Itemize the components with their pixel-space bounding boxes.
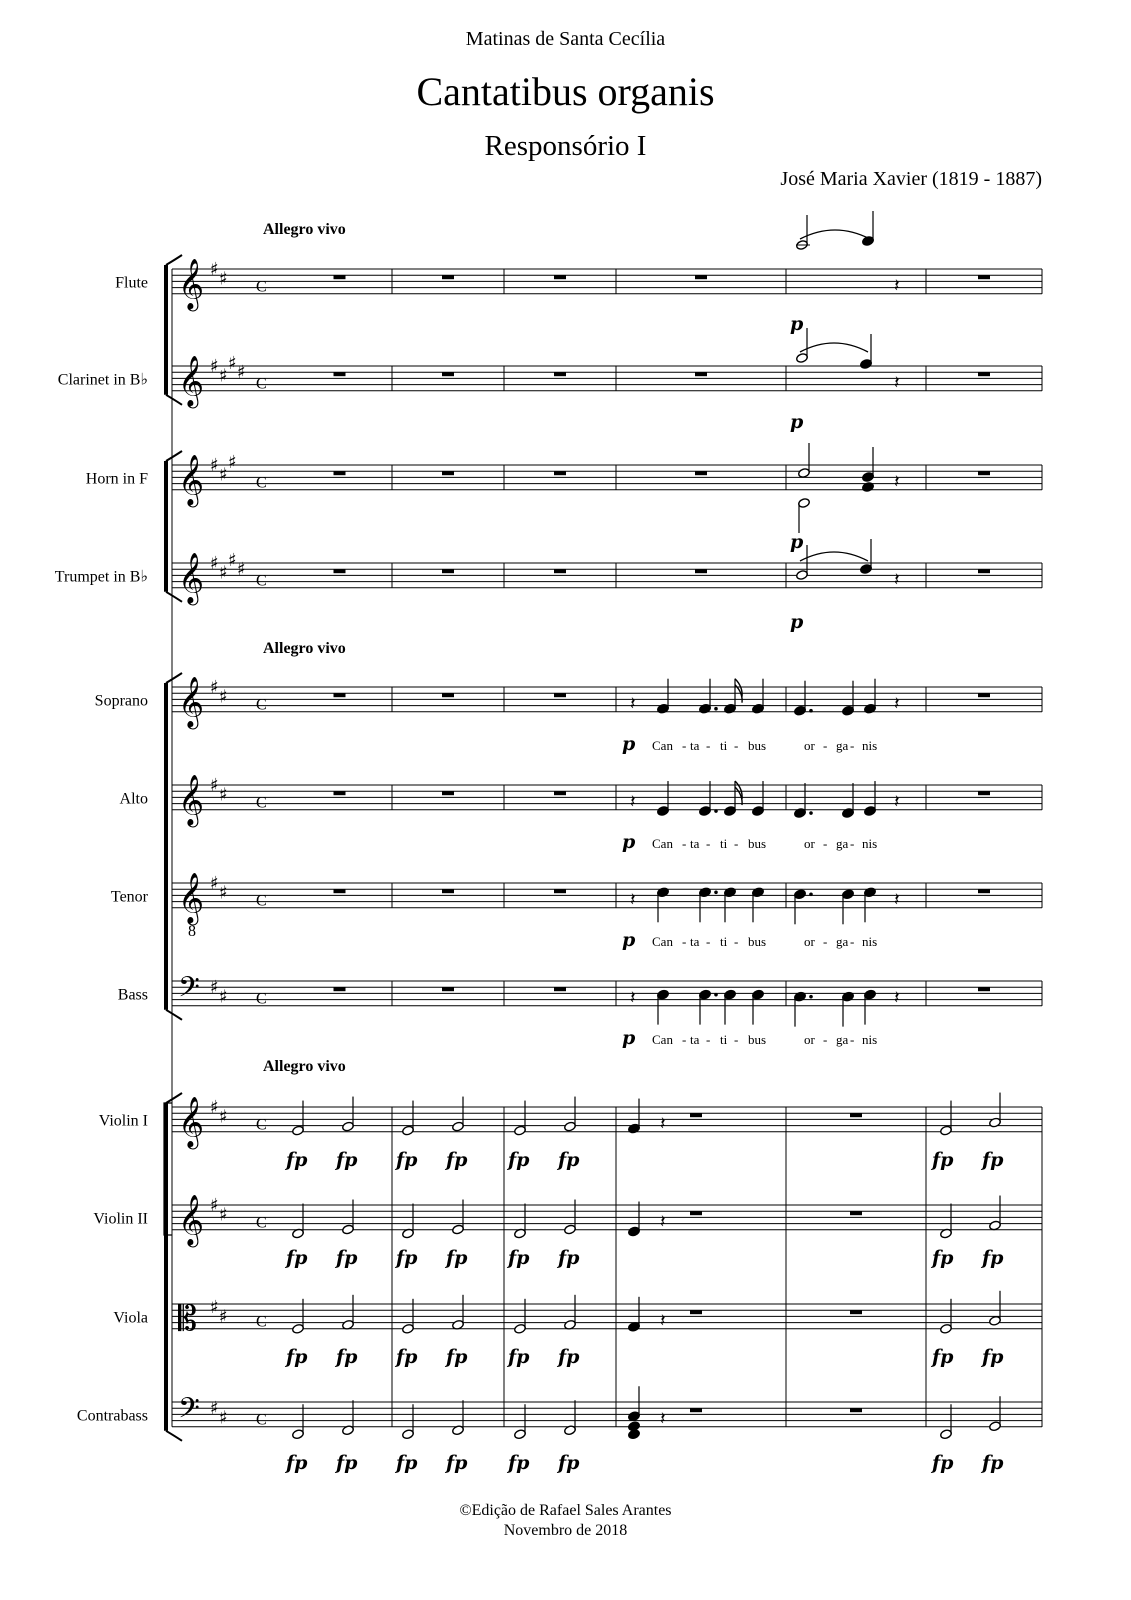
composer-credit: José Maria Xavier (1819 - 1887) [780, 168, 1042, 190]
lyric-syllable: - [682, 737, 687, 753]
note [699, 781, 718, 816]
instrument-name: Horn in F [85, 470, 148, 488]
time-signature: C [256, 990, 267, 1008]
time-signature: C [256, 278, 267, 296]
quarter-rest: 𝄽 [630, 791, 636, 813]
time-signature: C [256, 1116, 267, 1134]
note [452, 1295, 465, 1330]
quarter-rest: 𝄽 [660, 1211, 666, 1233]
dynamic-forte_piano: fp [932, 1246, 954, 1269]
sharp-icon: ♯ [219, 562, 228, 584]
octave-mark: 8 [188, 922, 196, 940]
whole-rest [334, 987, 346, 991]
sharp-icon: ♯ [210, 775, 219, 796]
staff-flute [115, 259, 1042, 312]
lyric-syllable: ti [720, 933, 728, 949]
lyric-syllable: - [706, 1031, 711, 1047]
sharp-icon: ♯ [228, 451, 237, 473]
dynamic-piano: p [622, 928, 636, 951]
instrument-name: Tenor [110, 888, 148, 906]
note [724, 781, 742, 816]
note [628, 1297, 641, 1332]
sharp-icon: ♯ [210, 1398, 219, 1420]
lyric-syllable: or [804, 737, 815, 753]
lyric-syllable: ta [690, 933, 700, 949]
dynamic-forte_piano: fp [558, 1246, 580, 1269]
time-signature: C [256, 1313, 267, 1331]
instrument-name: Flute [115, 274, 148, 292]
whole-rest [334, 372, 346, 376]
whole-rest [978, 569, 990, 573]
lyric-syllable: ga [836, 1031, 849, 1047]
dynamic-forte_piano: fp [508, 1345, 530, 1368]
sharp-icon: ♯ [219, 464, 228, 486]
staff-viola [113, 1297, 1042, 1339]
note [402, 1204, 415, 1239]
treble-clef-icon: 𝄞 [178, 355, 205, 407]
dynamic-forte_piano: fp [508, 1246, 530, 1269]
note [989, 1291, 1002, 1326]
sharp-icon: ♯ [228, 352, 237, 374]
tempo-mark: Allegro vivo [263, 1058, 346, 1075]
lyric-syllable: - [682, 933, 687, 949]
bass-clef-icon: 𝄢 [178, 971, 200, 1012]
whole-rest [554, 791, 566, 795]
time-signature: C [256, 892, 267, 910]
whole-rest [850, 1408, 862, 1412]
note [752, 679, 765, 714]
whole-rest [442, 791, 454, 795]
lyric-syllable: nis [862, 1031, 878, 1047]
lyric-syllable: - [823, 737, 828, 753]
lyric-syllable: ta [690, 1031, 700, 1047]
dynamic-forte_piano: fp [558, 1451, 580, 1474]
lyric-syllable: ta [690, 835, 700, 851]
note [342, 1097, 355, 1132]
note [752, 989, 765, 1024]
note [842, 783, 855, 818]
dynamic-forte_piano: fp [932, 1451, 954, 1474]
sharp-icon: ♯ [219, 986, 228, 1008]
note [862, 211, 875, 246]
treble-clef-icon: 𝄞 [178, 1194, 205, 1246]
slur [800, 230, 870, 239]
lyric-syllable: ga [836, 737, 849, 753]
instrument-name: Contrabass [76, 1407, 148, 1425]
note [794, 991, 813, 1026]
note [699, 887, 718, 922]
treble-clef-icon: 𝄞 [178, 676, 205, 728]
note [989, 1093, 1002, 1128]
whole-rest [442, 987, 454, 991]
whole-rest [978, 471, 990, 475]
staff-bass [118, 971, 1042, 1011]
note [402, 1101, 415, 1136]
lyric-syllable: - [734, 737, 739, 753]
dynamic-forte_piano: fp [558, 1345, 580, 1368]
sharp-icon: ♯ [210, 1195, 219, 1216]
half-rest [690, 1310, 702, 1314]
dynamic-forte_piano: fp [446, 1451, 468, 1474]
whole-rest [554, 987, 566, 991]
lyric-syllable: nis [862, 835, 878, 851]
whole-rest [554, 889, 566, 893]
note [940, 1404, 953, 1439]
note [864, 887, 877, 922]
note [292, 1204, 305, 1239]
lyric-syllable: Can [652, 1031, 673, 1047]
dynamic-forte_piano: fp [286, 1246, 308, 1269]
whole-rest [978, 987, 990, 991]
quarter-rest: 𝄽 [660, 1408, 666, 1430]
instrument-name: Viola [113, 1309, 148, 1327]
lyric-syllable: - [706, 737, 711, 753]
whole-rest [442, 471, 454, 475]
dynamic-forte_piano: fp [286, 1451, 308, 1474]
note [724, 989, 737, 1024]
whole-rest [554, 275, 566, 279]
sharp-icon: ♯ [210, 1297, 219, 1319]
note [699, 989, 718, 1024]
lyric-syllable: - [734, 835, 739, 851]
dynamic-forte_piano: fp [396, 1246, 418, 1269]
dynamic-forte_piano: fp [982, 1148, 1004, 1171]
dynamic-forte_piano: fp [336, 1451, 358, 1474]
treble-clef-icon: 𝄞 [178, 552, 205, 604]
sharp-icon: ♯ [210, 553, 219, 574]
note [724, 679, 742, 714]
note [864, 989, 877, 1024]
treble-8-clef-icon: 𝄞 [178, 872, 205, 924]
lyric-syllable: ti [720, 835, 728, 851]
treble-clef-icon: 𝄞 [178, 1096, 205, 1148]
whole-rest [334, 471, 346, 475]
note [860, 334, 873, 369]
staff-tenor [111, 873, 1042, 940]
quarter-rest: 𝄽 [894, 693, 900, 715]
score-subtitle: Responsório I [484, 130, 647, 162]
whole-rest [978, 889, 990, 893]
lyric-syllable: - [706, 835, 711, 851]
note [752, 781, 765, 816]
whole-rest [442, 889, 454, 893]
slur [800, 552, 868, 561]
sharp-icon: ♯ [219, 365, 228, 387]
whole-rest [442, 693, 454, 697]
treble-clef-icon: 𝄞 [178, 258, 205, 310]
note [628, 1099, 641, 1134]
lyric-syllable: bus [748, 835, 767, 851]
note [628, 1429, 641, 1440]
quarter-rest: 𝄽 [660, 1310, 666, 1332]
dynamic-forte_piano: fp [446, 1345, 468, 1368]
sharp-icon: ♯ [210, 677, 219, 698]
lyric-syllable: Can [652, 737, 673, 753]
time-signature: C [256, 696, 267, 714]
note [628, 1202, 641, 1237]
dynamic-piano: p [622, 732, 636, 755]
note [342, 1400, 355, 1435]
note [752, 887, 765, 922]
sharp-icon: ♯ [219, 1407, 228, 1429]
dynamic-forte_piano: fp [982, 1345, 1004, 1368]
sharp-icon: ♯ [210, 356, 219, 377]
note [402, 1404, 415, 1439]
note [628, 1386, 641, 1421]
note [940, 1101, 953, 1136]
half-rest [690, 1211, 702, 1215]
instrument-name: Soprano [94, 692, 148, 710]
note [794, 889, 813, 924]
whole-rest [850, 1310, 862, 1314]
whole-rest [334, 791, 346, 795]
whole-rest [978, 372, 990, 376]
instrument-name: Alto [119, 790, 148, 808]
whole-rest [442, 372, 454, 376]
dynamic-forte_piano: fp [932, 1148, 954, 1171]
lyric-syllable: bus [748, 1031, 767, 1047]
whole-rest [978, 693, 990, 697]
lyric-syllable: bus [748, 933, 767, 949]
lyric-syllable: - [734, 933, 739, 949]
time-signature: C [256, 375, 267, 393]
half-rest [690, 1113, 702, 1117]
sharp-icon: ♯ [219, 1306, 228, 1328]
note [564, 1400, 577, 1435]
note [657, 679, 670, 714]
quarter-rest: 𝄽 [630, 889, 636, 911]
lyric-syllable: ga [836, 933, 849, 949]
note [842, 889, 855, 924]
lyric-syllable: - [850, 1031, 855, 1047]
lyric-syllable: - [823, 933, 828, 949]
treble-clef-icon: 𝄞 [178, 454, 205, 506]
tempo-mark: Allegro vivo [263, 640, 346, 657]
sharp-icon: ♯ [228, 549, 237, 571]
lyric-syllable: - [823, 1031, 828, 1047]
quarter-rest: 𝄽 [630, 987, 636, 1009]
bass-clef-icon: 𝄢 [178, 1392, 200, 1433]
instrument-name: Violin II [93, 1210, 148, 1228]
dynamic-forte_piano: fp [932, 1345, 954, 1368]
whole-rest [850, 1113, 862, 1117]
dynamic-forte_piano: fp [446, 1246, 468, 1269]
treble-clef-icon: 𝄞 [178, 774, 205, 826]
note [842, 991, 855, 1026]
note [292, 1101, 305, 1136]
lyric-syllable: - [850, 835, 855, 851]
sharp-icon: ♯ [237, 362, 246, 384]
lyric-syllable: or [804, 1031, 815, 1047]
time-signature: C [256, 794, 267, 812]
sharp-icon: ♯ [210, 259, 219, 280]
time-signature: C [256, 1411, 267, 1429]
slur [800, 343, 868, 352]
whole-rest [850, 1211, 862, 1215]
alto-clef-icon: 𝄡 [178, 1298, 197, 1339]
whole-rest [442, 275, 454, 279]
note [514, 1404, 527, 1439]
note [864, 781, 877, 816]
whole-rest [695, 275, 707, 279]
dynamic-forte_piano: fp [396, 1148, 418, 1171]
sharp-icon: ♯ [210, 977, 219, 999]
whole-rest [334, 889, 346, 893]
note [564, 1097, 577, 1132]
quarter-rest: 𝄽 [894, 569, 900, 591]
sharp-icon: ♯ [219, 1204, 228, 1226]
lyric-syllable: Can [652, 835, 673, 851]
note [794, 681, 813, 716]
time-signature: C [256, 572, 267, 590]
footer-copyright: ©Edição de Rafael Sales Arantes [459, 1502, 672, 1519]
staff-alto [120, 775, 1042, 828]
dynamic-forte_piano: fp [336, 1246, 358, 1269]
note [514, 1101, 527, 1136]
lyric-syllable: ti [720, 737, 728, 753]
dynamic-piano: p [622, 1026, 636, 1049]
lyric-syllable: - [682, 1031, 687, 1047]
sharp-icon: ♯ [210, 1097, 219, 1118]
lyric-syllable: - [734, 1031, 739, 1047]
note [860, 539, 873, 574]
note [292, 1404, 305, 1439]
whole-rest [442, 569, 454, 573]
instrument-name: Trumpet in B♭ [54, 568, 148, 586]
dynamic-forte_piano: fp [982, 1451, 1004, 1474]
lyric-syllable: ti [720, 1031, 728, 1047]
note [940, 1204, 953, 1239]
lyric-syllable: - [850, 737, 855, 753]
staff-soprano [95, 677, 1042, 730]
whole-rest [554, 471, 566, 475]
dynamic-forte_piano: fp [336, 1345, 358, 1368]
staff-contrabass [77, 1392, 1042, 1432]
note [989, 1196, 1002, 1231]
instrument-name: Violin I [98, 1112, 148, 1130]
note [657, 781, 670, 816]
sharp-icon: ♯ [219, 268, 228, 290]
lyric-syllable: bus [748, 737, 767, 753]
note [794, 783, 813, 818]
whole-rest [554, 569, 566, 573]
note [452, 1400, 465, 1435]
whole-rest [695, 471, 707, 475]
staff-violin-ii [93, 1195, 1042, 1248]
note [564, 1295, 577, 1330]
whole-rest [554, 372, 566, 376]
lyric-syllable: - [823, 835, 828, 851]
lyric-syllable: nis [862, 737, 878, 753]
quarter-rest: 𝄽 [894, 275, 900, 297]
dynamic-forte_piano: fp [508, 1451, 530, 1474]
note [842, 681, 855, 716]
tempo-mark: Allegro vivo [263, 221, 346, 238]
quarter-rest: 𝄽 [894, 889, 900, 911]
lyric-syllable: ta [690, 737, 700, 753]
whole-rest [978, 791, 990, 795]
score-title: Cantatibus organis [416, 69, 715, 114]
lyric-syllable: or [804, 933, 815, 949]
note [699, 679, 718, 714]
whole-rest [334, 275, 346, 279]
quarter-rest: 𝄽 [894, 372, 900, 394]
lyric-syllable: - [850, 933, 855, 949]
note [864, 679, 877, 714]
dynamic-forte_piano: fp [286, 1345, 308, 1368]
lyric-syllable: Can [652, 933, 673, 949]
dynamic-piano: p [790, 313, 804, 335]
note [514, 1204, 527, 1239]
half-rest [690, 1408, 702, 1412]
note [798, 443, 811, 478]
pre-title: Matinas de Santa Cecília [465, 28, 666, 50]
quarter-rest: 𝄽 [660, 1113, 666, 1135]
lyric-syllable: or [804, 835, 815, 851]
time-signature: C [256, 1214, 267, 1232]
dynamic-forte_piano: fp [286, 1148, 308, 1171]
dynamic-forte_piano: fp [396, 1451, 418, 1474]
sharp-icon: ♯ [219, 784, 228, 806]
sharp-icon: ♯ [237, 559, 246, 581]
quarter-rest: 𝄽 [894, 471, 900, 493]
lyric-syllable: ga [836, 835, 849, 851]
whole-rest [695, 569, 707, 573]
sharp-icon: ♯ [210, 455, 219, 476]
sharp-icon: ♯ [219, 686, 228, 708]
footer-date: Novembro de 2018 [503, 1522, 628, 1539]
sharp-icon: ♯ [219, 1106, 228, 1128]
dynamic-forte_piano: fp [446, 1148, 468, 1171]
dynamic-forte_piano: fp [982, 1246, 1004, 1269]
note [724, 887, 737, 922]
whole-rest [695, 372, 707, 376]
lyric-syllable: - [682, 835, 687, 851]
dynamic-piano: p [790, 531, 804, 553]
dynamic-forte_piano: fp [508, 1148, 530, 1171]
instrument-name: Bass [117, 986, 148, 1004]
note [452, 1097, 465, 1132]
note [798, 498, 811, 533]
quarter-rest: 𝄽 [894, 791, 900, 813]
dynamic-forte_piano: fp [336, 1148, 358, 1171]
lyric-syllable: nis [862, 933, 878, 949]
whole-rest [334, 569, 346, 573]
dynamic-piano: p [790, 611, 804, 633]
quarter-rest: 𝄽 [630, 693, 636, 715]
quarter-rest: 𝄽 [894, 987, 900, 1009]
dynamic-piano: p [622, 830, 636, 853]
sharp-icon: ♯ [210, 873, 219, 894]
note [657, 887, 670, 922]
dynamic-forte_piano: fp [396, 1345, 418, 1368]
dynamic-piano: p [790, 411, 804, 433]
whole-rest [554, 693, 566, 697]
sharp-icon: ♯ [219, 882, 228, 904]
dynamic-forte_piano: fp [558, 1148, 580, 1171]
whole-rest [334, 693, 346, 697]
whole-rest [978, 275, 990, 279]
lyric-syllable: - [706, 933, 711, 949]
time-signature: C [256, 474, 267, 492]
instrument-name: Clarinet in B♭ [57, 371, 148, 389]
note [657, 989, 670, 1024]
note [342, 1295, 355, 1330]
